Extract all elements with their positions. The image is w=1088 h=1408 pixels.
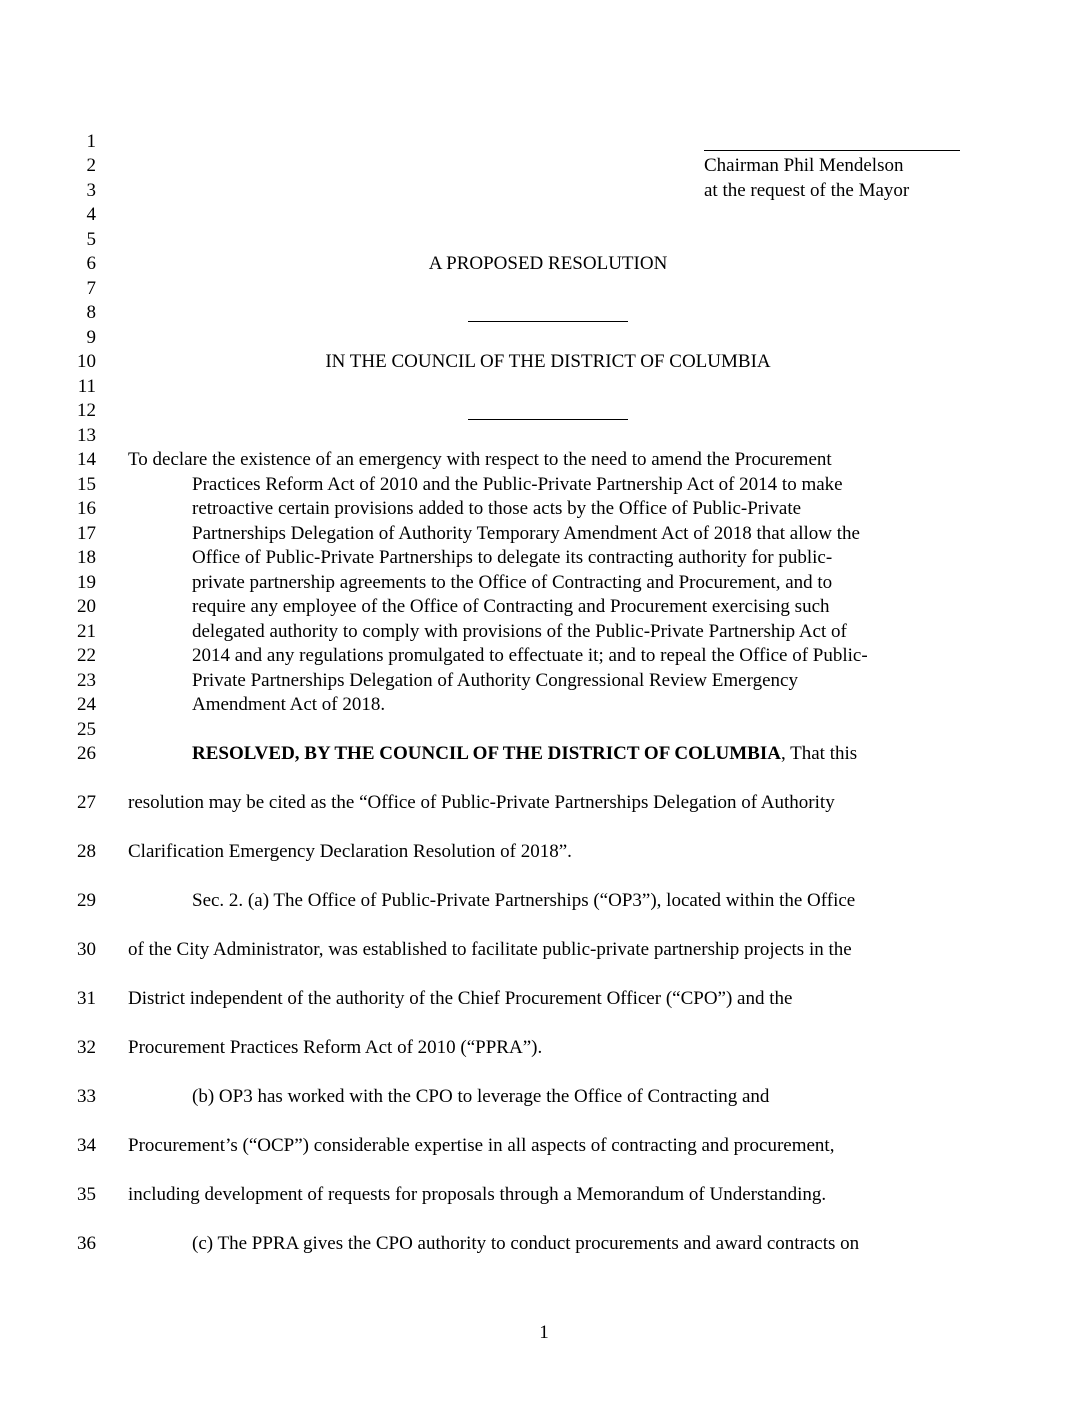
long-title-line: private partnership agreements to the Office of Contracting and Procurement, and to — [192, 572, 833, 593]
line-number: 21 — [77, 621, 96, 642]
title-rule-top — [468, 321, 628, 322]
resolved-enacting-phrase: RESOLVED, BY THE COUNCIL OF THE DISTRICT OF COLUMBIA — [192, 743, 781, 764]
sponsor-name: Chairman Phil Mendelson — [704, 155, 904, 176]
line-number: 35 — [77, 1184, 96, 1205]
sponsor-signature-line — [704, 150, 960, 151]
line-number: 34 — [77, 1135, 96, 1156]
sponsor-request: at the request of the Mayor — [704, 180, 910, 201]
line-number: 26 — [77, 743, 96, 764]
line-number: 36 — [77, 1233, 96, 1254]
line-number: 16 — [77, 498, 96, 519]
line-number: 4 — [86, 204, 96, 225]
line-number: 18 — [77, 547, 96, 568]
resolved-continuation: , That this — [780, 743, 858, 764]
long-title-line: retroactive certain provisions added to those acts by the Office of Public-Private — [192, 498, 802, 519]
page-number: 1 — [539, 1322, 549, 1343]
line-number: 14 — [77, 449, 96, 470]
line-number: 12 — [77, 400, 96, 421]
body-line: including development of requests for proposals through a Memorandum of Understanding. — [128, 1184, 827, 1205]
line-number: 31 — [77, 988, 96, 1009]
line-number: 24 — [77, 694, 96, 715]
line-number: 10 — [77, 351, 96, 372]
line-number: 22 — [77, 645, 96, 666]
council-heading: IN THE COUNCIL OF THE DISTRICT OF COLUMBIA — [325, 351, 771, 372]
body-line: Sec. 2. (a) The Office of Public-Private Partnerships (“OP3”), located within the Office — [192, 890, 856, 911]
long-title-line: Office of Public-Private Partnerships to delegate its contracting authority for public- — [192, 547, 833, 568]
line-number: 9 — [86, 327, 96, 348]
body-line: Procurement’s (“OCP”) considerable expertise in all aspects of contracting and procurement, — [128, 1135, 835, 1156]
long-title-line: Partnerships Delegation of Authority Temporary Amendment Act of 2018 that allow the — [192, 523, 860, 544]
line-number: 6 — [86, 253, 96, 274]
long-title-line: Practices Reform Act of 2010 and the Public-Private Partnership Act of 2014 to make — [192, 474, 843, 495]
line-number: 28 — [77, 841, 96, 862]
line-number: 17 — [77, 523, 96, 544]
body-line: Clarification Emergency Declaration Resolution of 2018”. — [128, 841, 572, 862]
long-title-line: 2014 and any regulations promulgated to effectuate it; and to repeal the Office of Public- — [192, 645, 868, 666]
line-number: 11 — [77, 376, 96, 397]
body-line: (b) OP3 has worked with the CPO to leverage the Office of Contracting and — [192, 1086, 770, 1107]
title-rule-bottom — [468, 419, 628, 420]
line-number: 32 — [77, 1037, 96, 1058]
line-number: 23 — [77, 670, 96, 691]
line-number: 30 — [77, 939, 96, 960]
line-number: 8 — [86, 302, 96, 323]
long-title-line: Private Partnerships Delegation of Authority Congressional Review Emergency — [192, 670, 798, 691]
body-line: of the City Administrator, was established to facilitate public-private partnership projects in the — [128, 939, 852, 960]
body-line: (c) The PPRA gives the CPO authority to conduct procurements and award contracts on — [192, 1233, 860, 1254]
line-number: 1 — [86, 131, 96, 152]
line-number: 20 — [77, 596, 96, 617]
body-line: Procurement Practices Reform Act of 2010 (“PPRA”). — [128, 1037, 543, 1058]
long-title-line: require any employee of the Office of Contracting and Procurement exercising such — [192, 596, 830, 617]
line-number: 27 — [77, 792, 96, 813]
line-number: 15 — [77, 474, 96, 495]
resolved-clause — [192, 743, 857, 765]
line-number: 25 — [77, 719, 96, 740]
long-title-line: To declare the existence of an emergency with respect to the need to amend the Procurement — [128, 449, 832, 470]
long-title-line: Amendment Act of 2018. — [192, 694, 386, 715]
line-number: 13 — [77, 425, 96, 446]
line-number: 33 — [77, 1086, 96, 1107]
line-number: 29 — [77, 890, 96, 911]
line-number: 19 — [77, 572, 96, 593]
line-number: 3 — [86, 180, 96, 201]
resolution-title: A PROPOSED RESOLUTION — [428, 253, 668, 274]
line-number: 5 — [86, 229, 96, 250]
line-number: 2 — [86, 155, 96, 176]
body-line: District independent of the authority of the Chief Procurement Officer (“CPO”) and the — [128, 988, 793, 1009]
line-number: 7 — [86, 278, 96, 299]
long-title-line: delegated authority to comply with provisions of the Public-Private Partnership Act of — [192, 621, 847, 642]
body-line: resolution may be cited as the “Office of Public-Private Partnerships Delegation of Authority — [128, 792, 835, 813]
